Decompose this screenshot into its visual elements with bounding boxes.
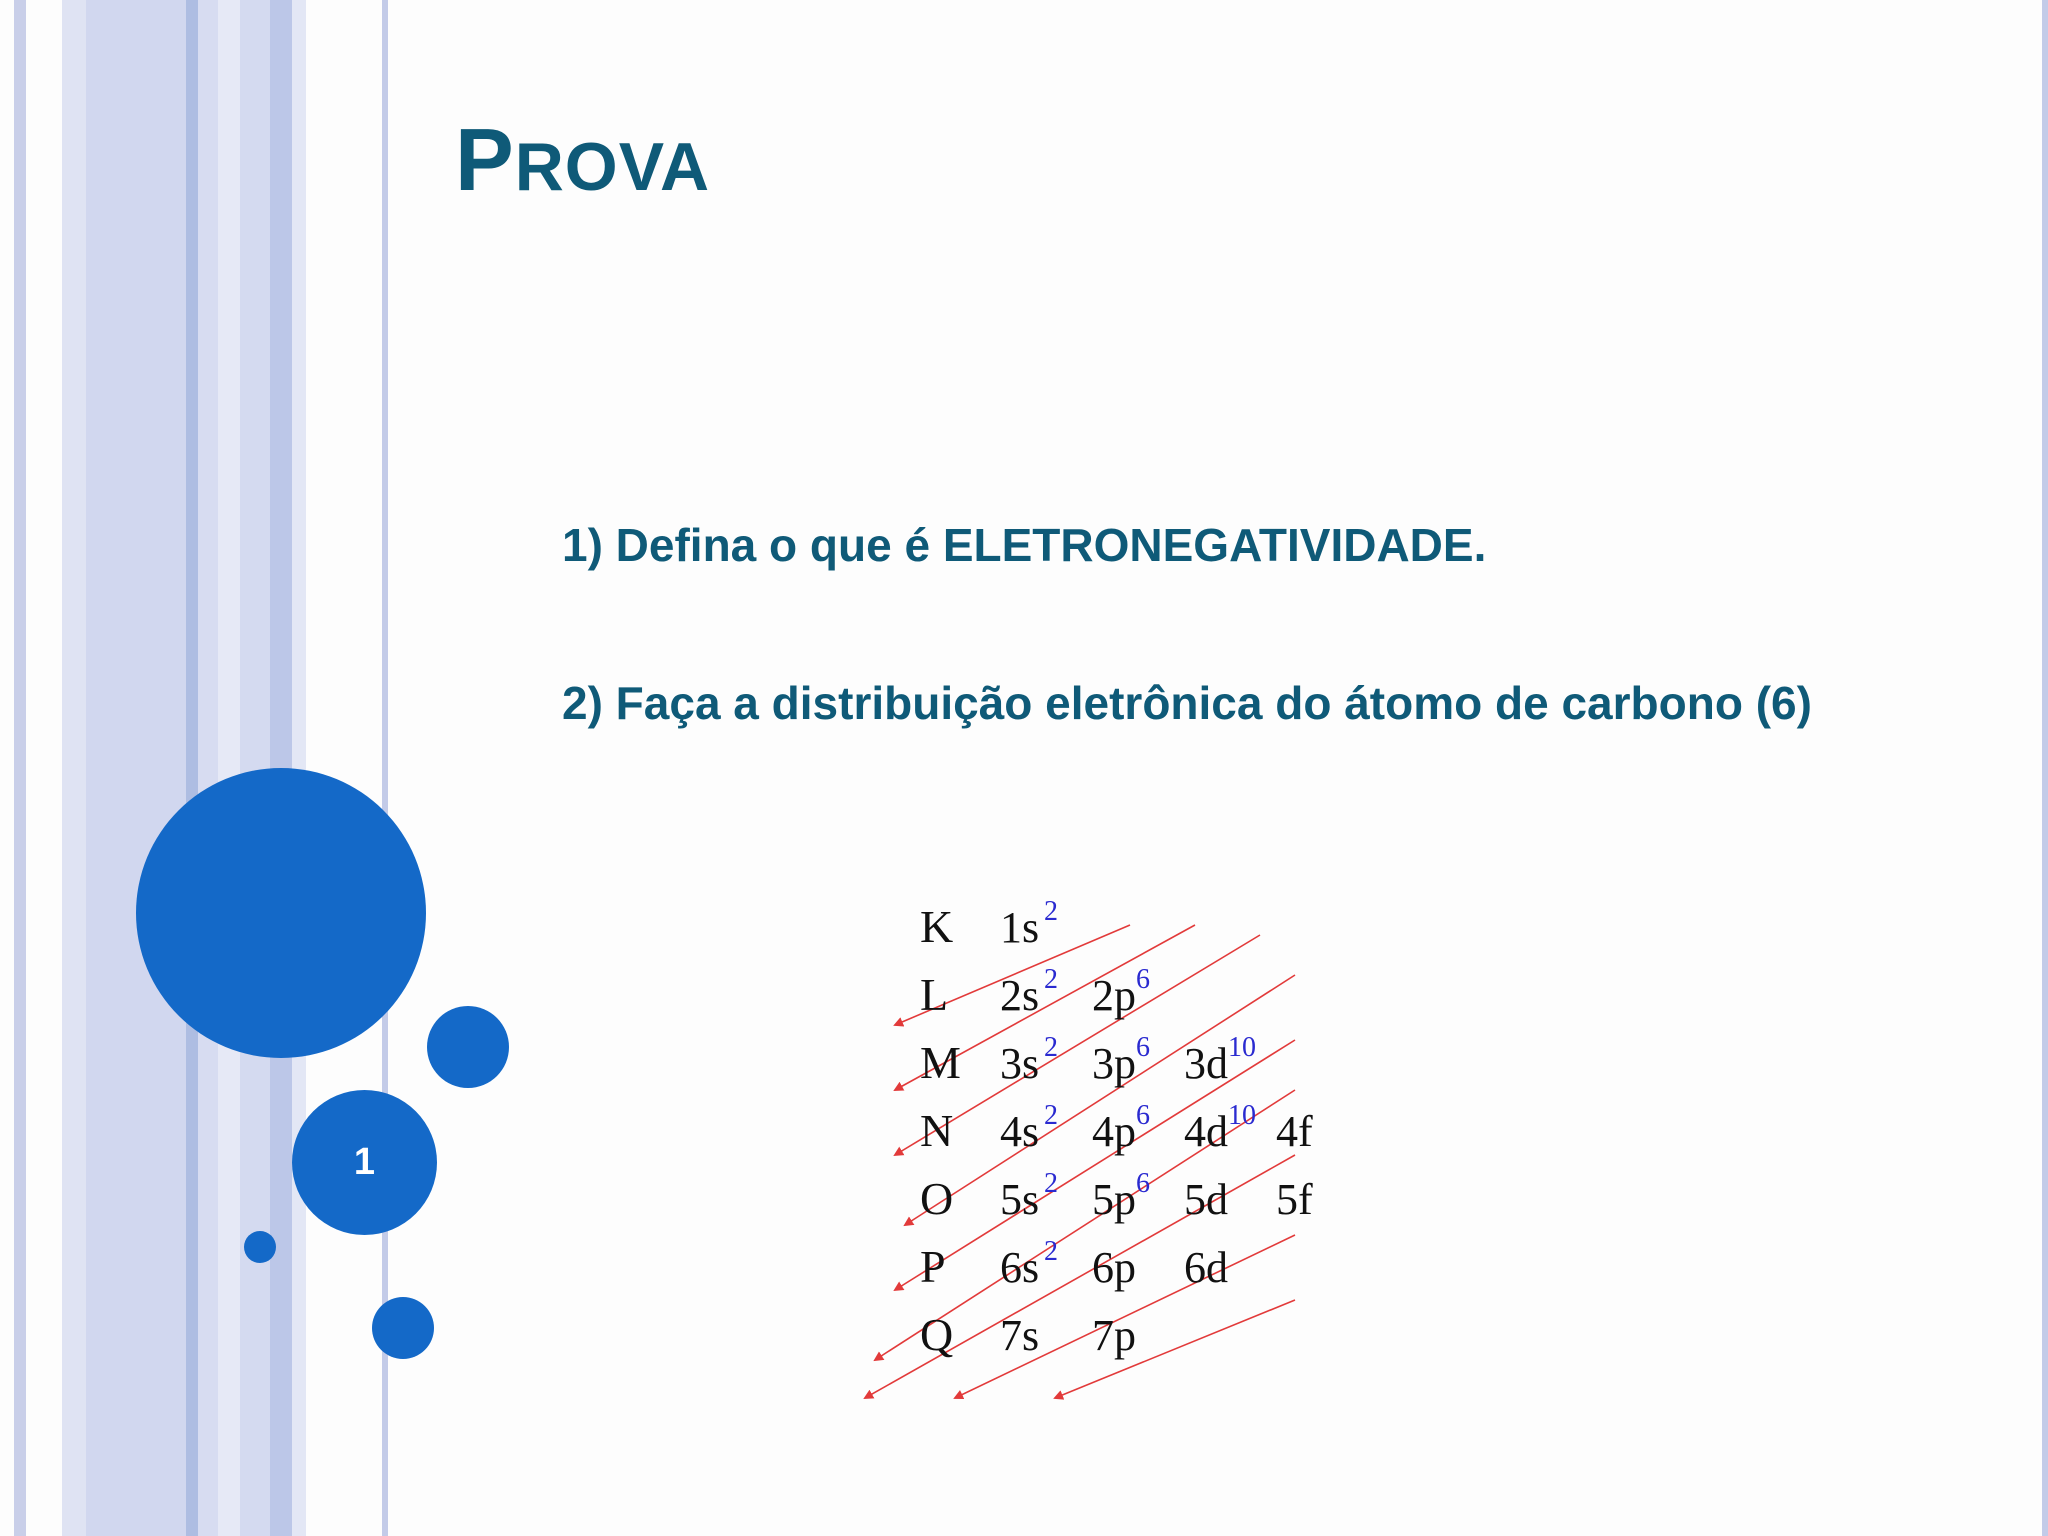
orbital-exponent: 2 xyxy=(1044,1236,1058,1267)
large-circle-decoration xyxy=(136,768,426,1058)
orbital-label: 3d xyxy=(1184,1039,1228,1088)
orbital-exponent: 10 xyxy=(1228,1032,1256,1063)
orbital-label: 7s xyxy=(1000,1311,1040,1360)
orbital-exponent: 6 xyxy=(1136,1032,1150,1063)
orbital-label: 5f xyxy=(1276,1175,1313,1224)
slide-title: PROVA xyxy=(455,110,711,209)
shell-label: M xyxy=(920,1037,961,1088)
question-2: 2) Faça a distribuição eletrônica do átomo de carbono (6) xyxy=(562,677,1812,729)
orbital-exponent: 6 xyxy=(1136,1100,1150,1131)
medium-circle-decoration xyxy=(427,1006,509,1088)
orbital-label: 5s xyxy=(1000,1175,1040,1224)
orbital-exponent: 2 xyxy=(1044,1168,1058,1199)
shell-label: O xyxy=(920,1173,954,1224)
shell-label: K xyxy=(920,901,954,952)
right-edge-stripe xyxy=(2042,0,2048,1536)
shell-label: N xyxy=(920,1105,954,1156)
orbital-label: 4d xyxy=(1184,1107,1228,1156)
orbital-exponent: 6 xyxy=(1136,964,1150,995)
shell-label: L xyxy=(920,969,949,1020)
orbital-label: 6p xyxy=(1092,1243,1136,1292)
orbital-label: 4f xyxy=(1276,1107,1313,1156)
left-decorative-stripes xyxy=(0,0,400,1536)
orbital-label: 2p xyxy=(1092,971,1136,1020)
orbital-exponent: 10 xyxy=(1228,1100,1256,1131)
orbital-exponent: 6 xyxy=(1136,1168,1150,1199)
orbital-label: 3p xyxy=(1092,1039,1136,1088)
orbital-label: 5d xyxy=(1184,1175,1228,1224)
orbital-label: 4s xyxy=(1000,1107,1040,1156)
orbital-label: 6s xyxy=(1000,1243,1040,1292)
question-1: 1) Defina o que é ELETRONEGATIVIDADE. xyxy=(562,519,1487,571)
orbital-label: 3s xyxy=(1000,1039,1040,1088)
orbital-label: 6d xyxy=(1184,1243,1228,1292)
orbital-label: 2s xyxy=(1000,971,1040,1020)
orbital-exponent: 2 xyxy=(1044,964,1058,995)
orbital-label: 7p xyxy=(1092,1311,1136,1360)
orbital-exponent: 2 xyxy=(1044,896,1058,927)
electron-distribution-diagram xyxy=(855,890,1395,1410)
orbital-label: 5p xyxy=(1092,1175,1136,1224)
diagonal-arrow xyxy=(1055,1300,1295,1398)
small-circle-decoration xyxy=(244,1231,276,1263)
orbital-exponent: 2 xyxy=(1044,1100,1058,1131)
slide-number-badge: 1 xyxy=(292,1090,437,1235)
shell-label: Q xyxy=(920,1309,954,1360)
orbital-exponent: 2 xyxy=(1044,1032,1058,1063)
orbital-label: 4p xyxy=(1092,1107,1136,1156)
shell-label: P xyxy=(920,1241,946,1292)
lower-circle-decoration xyxy=(372,1297,434,1359)
orbital-label: 1s xyxy=(1000,903,1040,952)
